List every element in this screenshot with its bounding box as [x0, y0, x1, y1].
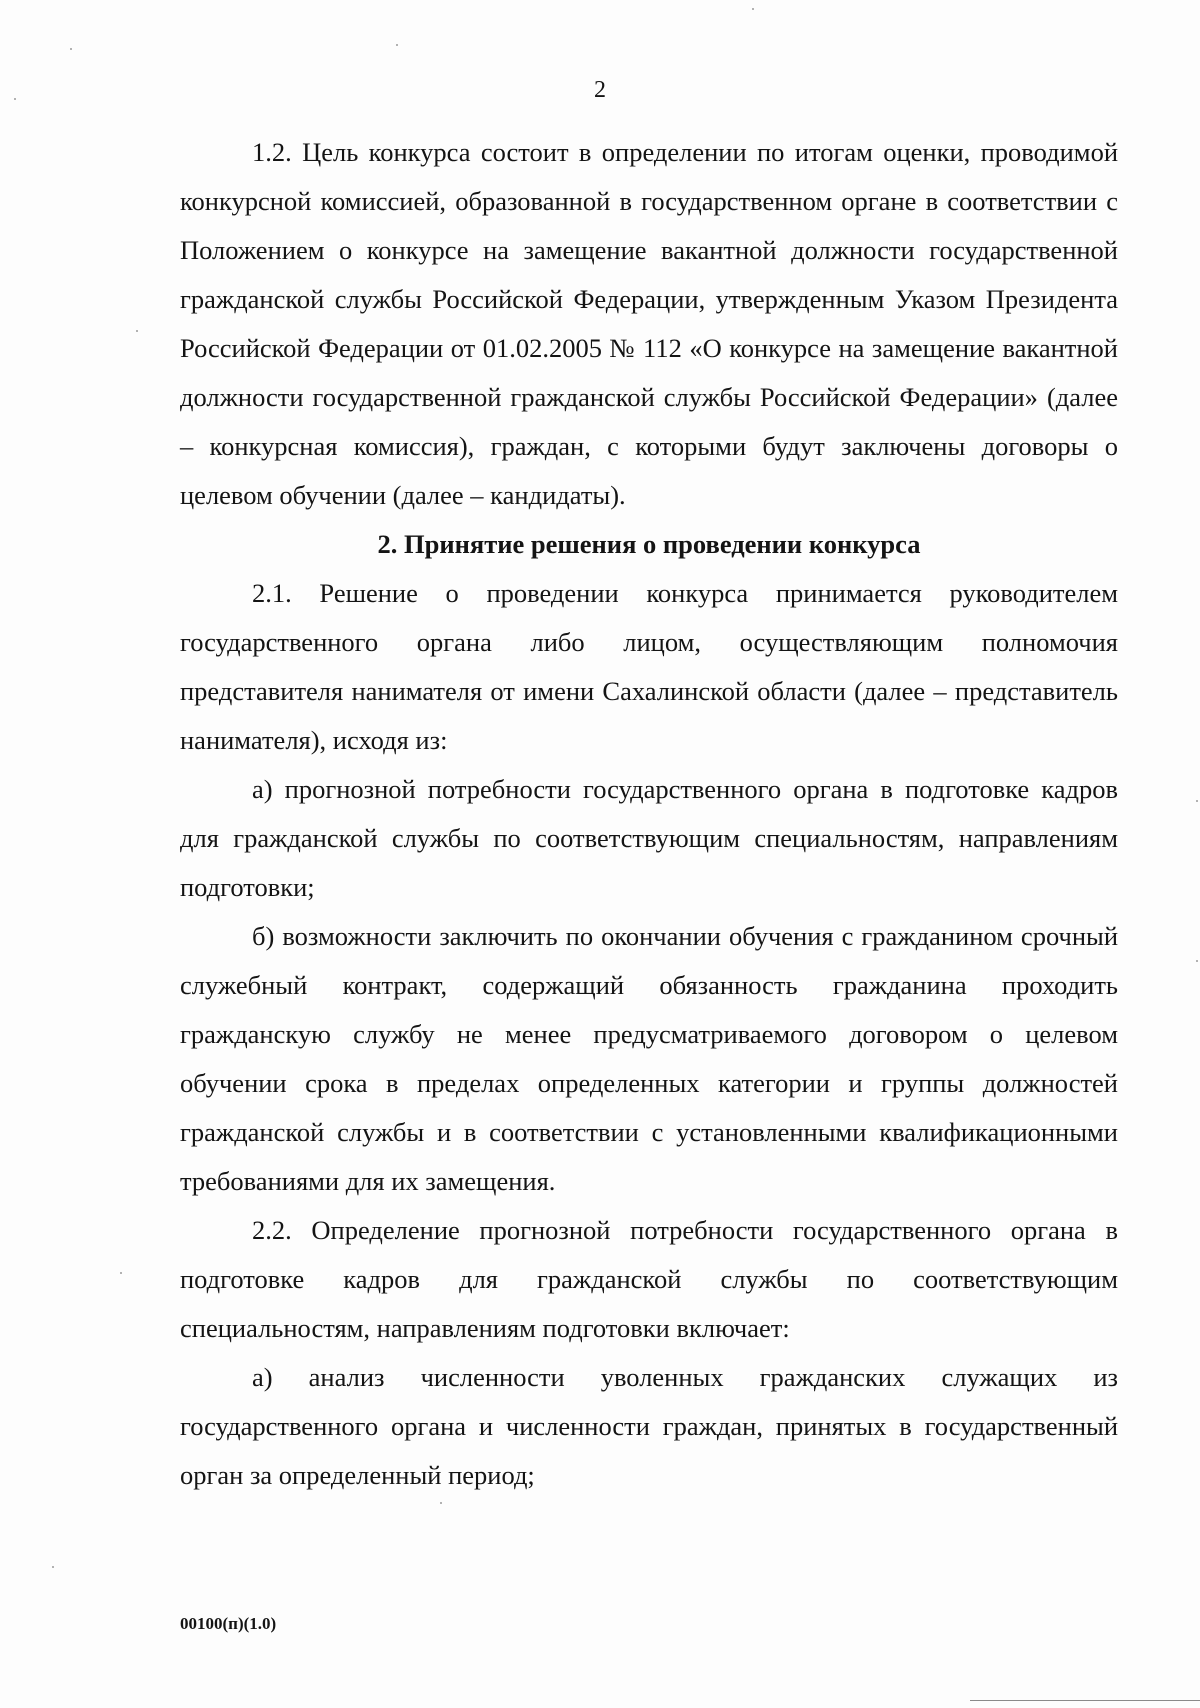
paragraph-2-2: 2.2. Определение прогнозной потребности государственного органа в подготовке кадров для гражданской службы по соответствующим специальностям, направлениям подготовки включает:	[180, 1215, 1118, 1343]
paragraph-2-1-a: а) прогнозной потребности государственного органа в подготовке кадров для гражданской службы по соответствующим специальностям, направлениям подготовки;	[180, 774, 1118, 902]
scan-speck	[396, 44, 398, 46]
scan-speck	[440, 1502, 442, 1504]
paragraph-2-2-a: а) анализ численности уволенных гражданских служащих из государственного органа и численности граждан, принятых в государственный орган за определенный период;	[180, 1362, 1118, 1490]
scan-speck	[52, 1566, 54, 1568]
scan-speck	[14, 98, 16, 100]
scan-speck	[120, 1272, 122, 1274]
scan-speck	[136, 330, 138, 332]
document-body	[180, 128, 1118, 1500]
paragraph-2-1-b: б) возможности заключить по окончании обучения с гражданином срочный служебный контракт, содержащий обязанность гражданина проходить гражданскую службу не менее предусматриваемого договором о целевом обучении срока в пределах определенных категории и группы должностей гражданской службы и в соответствии с установленными квалификационными требованиями для их замещения.	[180, 921, 1118, 1196]
footer-document-code: 00100(п)(1.0)	[180, 1614, 277, 1633]
paragraph-1-2: 1.2. Цель конкурса состоит в определении по итогам оценки, проводимой конкурсной комиссией, образованной в государственном органе в соответствии с Положением о конкурсе на замещение вакантной должности государственной гражданской службы Российской Федерации, утвержденным Указом Президента Российской Федерации от 01.02.2005 № 112 «О конкурсе на замещение вакантной должности государственной гражданской службы Российской Федерации» (далее – конкурсная комиссия), граждан, с которыми будут заключены договоры о целевом обучении (далее – кандидаты).	[180, 137, 1118, 510]
bottom-scan-rule	[970, 1700, 1200, 1701]
scan-speck	[752, 8, 754, 10]
scan-speck	[70, 48, 72, 50]
scan-speck	[1196, 800, 1198, 802]
page-number: 2	[594, 77, 606, 103]
section-heading: 2. Принятие решения о проведении конкурса	[377, 529, 921, 559]
scan-speck	[1196, 960, 1198, 962]
paragraph-2-1: 2.1. Решение о проведении конкурса принимается руководителем государственного органа либо лицом, осуществляющим полномочия представителя нанимателя от имени Сахалинской области (далее – представитель нанимателя), исходя из:	[180, 578, 1118, 755]
